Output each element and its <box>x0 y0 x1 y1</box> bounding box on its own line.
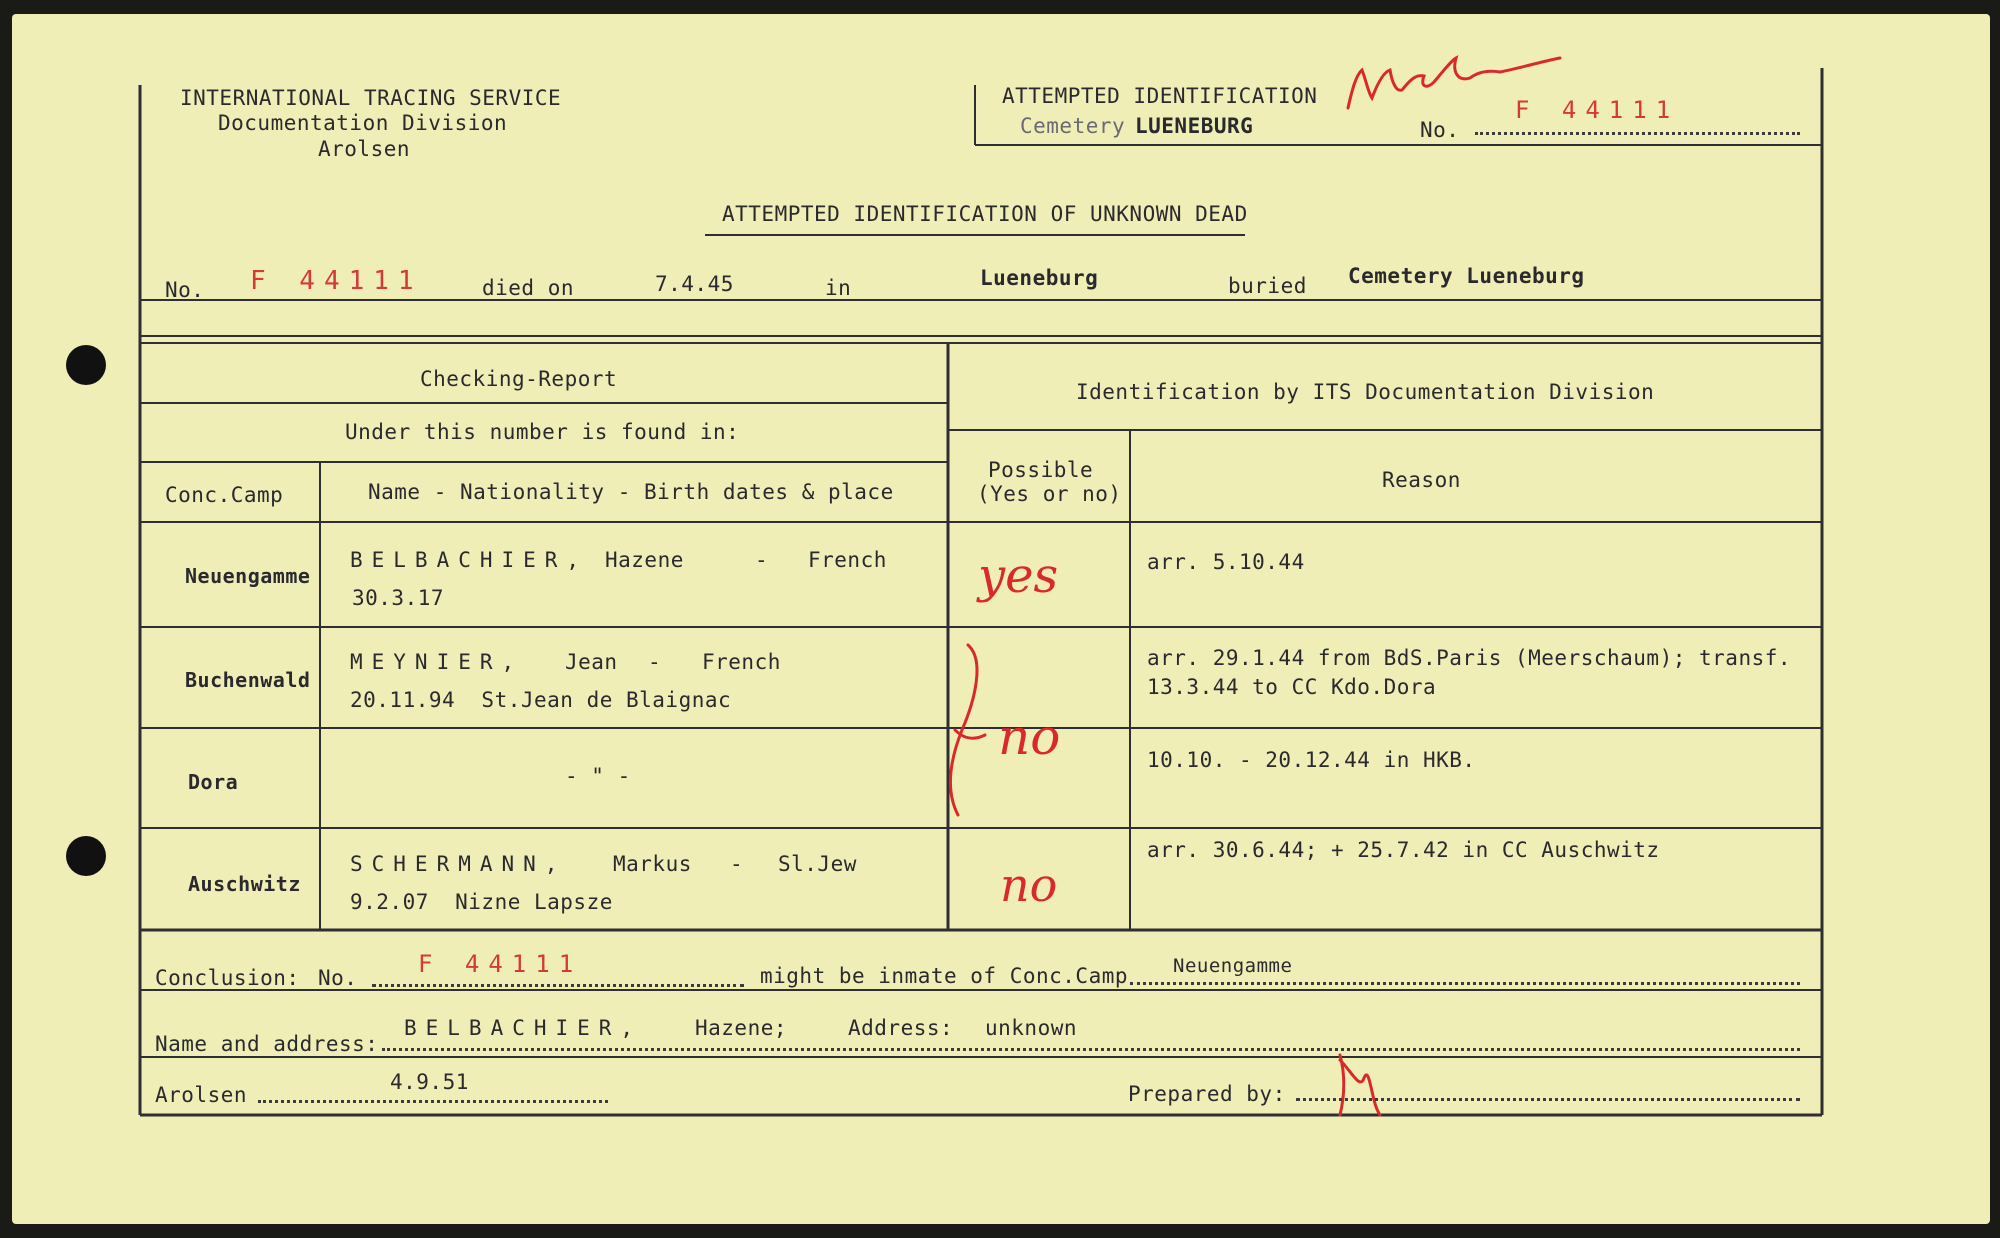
death-no-value: F 44111 <box>250 266 423 296</box>
conclusion-camp: Neuengamme <box>1173 955 1293 977</box>
name-address-label: Name and address: <box>155 1032 379 1056</box>
address-value: unknown <box>985 1016 1078 1040</box>
row-camp: Neuengamme <box>185 564 311 588</box>
row-given-name: Markus <box>613 852 692 876</box>
death-no-label: No. <box>165 278 205 302</box>
row-nationality: French <box>702 650 781 674</box>
name-value: BELBACHIER, <box>404 1016 643 1040</box>
identification-header: Identification by ITS Documentation Division <box>1076 380 1655 404</box>
prepared-by-label: Prepared by: <box>1128 1082 1286 1106</box>
col-name-header: Name - Nationality - Birth dates & place <box>368 480 894 504</box>
buried-label: buried <box>1228 274 1307 298</box>
org-name: INTERNATIONAL TRACING SERVICE <box>180 86 562 110</box>
dotted-line <box>1296 1098 1800 1101</box>
place-value: Lueneburg <box>980 266 1099 290</box>
row-nationality: French <box>808 548 887 572</box>
dotted-line <box>382 1048 1800 1051</box>
row-ditto: - " - <box>565 764 631 788</box>
conclusion-text: might be inmate of Conc.Camp <box>760 964 1129 988</box>
conclusion-label: Conclusion: <box>155 966 300 990</box>
row-reason: arr. 30.6.44; + 25.7.42 in CC Auschwitz <box>1147 838 1660 862</box>
dotted-line <box>1475 132 1800 135</box>
conclusion-no-label: No. <box>318 966 358 990</box>
dotted-line <box>258 1100 608 1103</box>
row-given-name: Hazene <box>605 548 684 572</box>
row-dash: - <box>648 650 662 674</box>
row-reason-cont: 13.3.44 to CC Kdo.Dora <box>1147 675 1437 699</box>
row-dash: - <box>755 548 769 572</box>
col-possible-sub: (Yes or no) <box>977 482 1122 506</box>
row-reason: 10.10. - 20.12.44 in HKB. <box>1147 748 1476 772</box>
row-given-name: Jean <box>565 650 618 674</box>
footer-place: Arolsen <box>155 1083 248 1107</box>
row-surname: SCHERMANN, <box>350 852 567 876</box>
handwritten-made <box>1400 50 1403 51</box>
row-camp: Buchenwald <box>185 668 311 692</box>
prepared-by-initial <box>1335 1050 1336 1051</box>
row-birth: 9.2.07 Nizne Lapsze <box>350 890 613 914</box>
cemetery-label: Cemetery <box>1020 114 1126 138</box>
row-camp: Dora <box>188 770 239 794</box>
header-no-value: F 44111 <box>1515 96 1680 124</box>
address-label: Address: <box>848 1016 954 1040</box>
org-division: Documentation Division <box>218 111 508 135</box>
dotted-line <box>1130 982 1800 985</box>
possible-mark: no <box>1000 858 1058 912</box>
row-reason: arr. 29.1.44 from BdS.Paris (Meerschaum); transf. <box>1147 646 1792 670</box>
row-surname: BELBACHIER, <box>350 548 589 572</box>
checking-report-header: Checking-Report <box>420 367 618 391</box>
row-dash: - <box>730 852 744 876</box>
box-title: ATTEMPTED IDENTIFICATION <box>1002 84 1318 108</box>
possible-mark: yes <box>978 548 1059 604</box>
row-camp: Auschwitz <box>188 872 301 896</box>
row-surname: MEYNIER, <box>350 650 524 674</box>
row-birth: 30.3.17 <box>352 586 445 610</box>
given-value: Hazene; <box>695 1016 788 1040</box>
col-reason-header: Reason <box>1382 468 1461 492</box>
org-location: Arolsen <box>318 137 411 161</box>
died-on-value: 7.4.45 <box>655 272 734 296</box>
died-on-label: died on <box>482 276 575 300</box>
cemetery-value: LUENEBURG <box>1135 114 1254 138</box>
in-label: in <box>825 276 852 300</box>
found-in-header: Under this number is found in: <box>345 420 740 444</box>
row-birth: 20.11.94 St.Jean de Blaignac <box>350 688 732 712</box>
col-camp-header: Conc.Camp <box>165 483 284 507</box>
row-nationality: Sl.Jew <box>778 852 857 876</box>
footer-date: 4.9.51 <box>390 1070 469 1094</box>
dotted-line <box>372 984 744 987</box>
col-possible-header: Possible <box>988 458 1094 482</box>
buried-value: Cemetery Lueneburg <box>1348 264 1585 288</box>
row-reason: arr. 5.10.44 <box>1147 550 1305 574</box>
page-title: ATTEMPTED IDENTIFICATION OF UNKNOWN DEAD <box>722 202 1248 226</box>
header-no-label: No. <box>1420 118 1460 142</box>
possible-mark: no <box>998 708 1061 766</box>
conclusion-no-value: F 44111 <box>418 950 583 978</box>
